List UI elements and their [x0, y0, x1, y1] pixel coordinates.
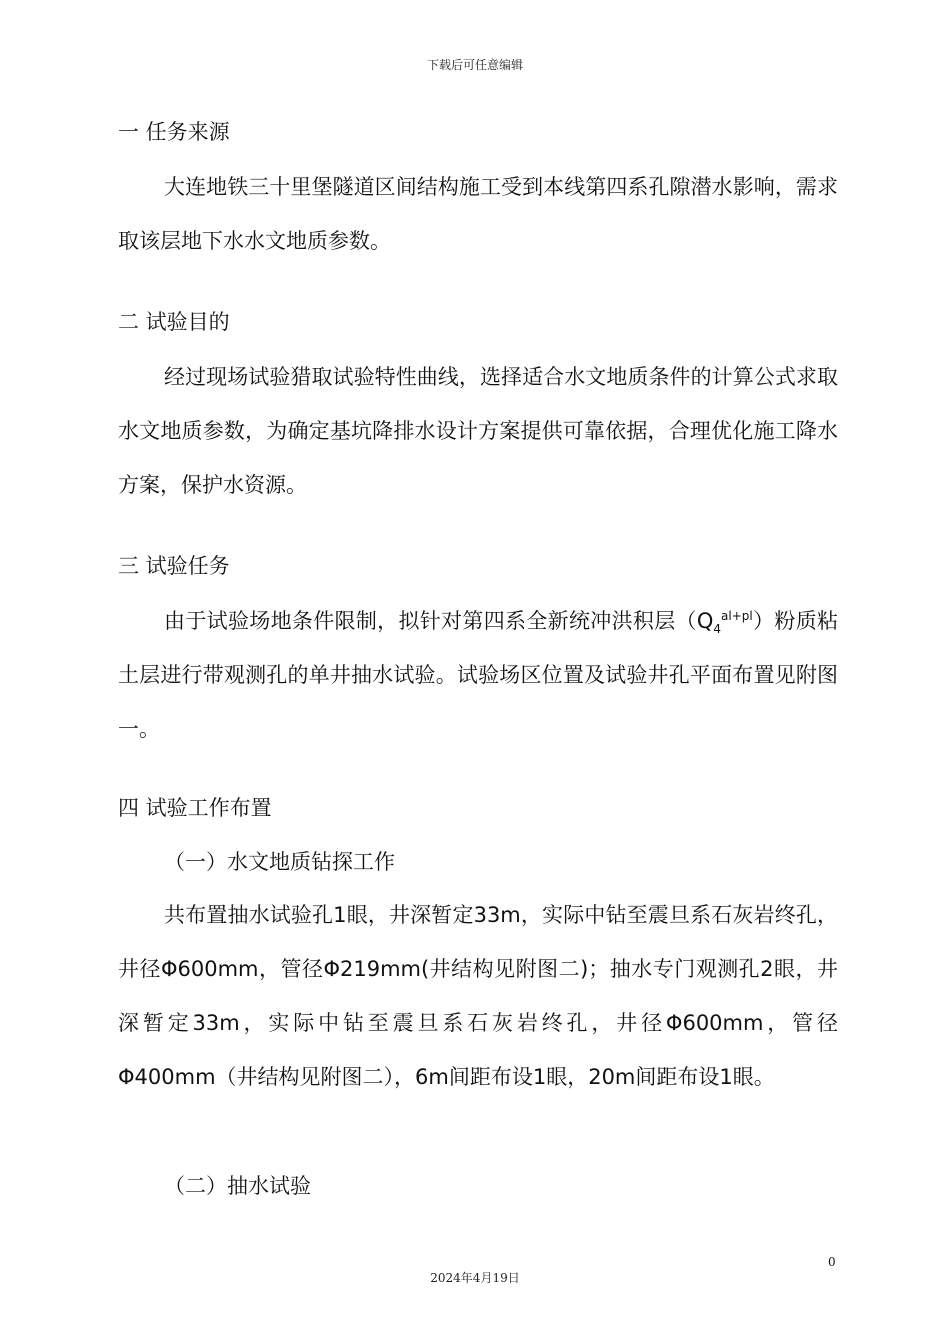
section-paragraph-source: 大连地铁三十里堡隧道区间结构施工受到本线第四系孔隙潜水影响，需求取该层地下水水文地质参数。: [118, 175, 838, 253]
page-number: 0: [828, 1255, 836, 1269]
page-header: 下载后可任意编辑: [426, 58, 523, 72]
section-heading-layout: 四 试验工作布置: [118, 796, 272, 820]
formula-subscript: 4: [713, 622, 722, 637]
section-heading-purpose: 二 试验目的: [118, 310, 230, 334]
section-heading-task: 三 试验任务: [118, 554, 230, 578]
task-text-before: 由于试验场地条件限制，拟针对第四系全新统冲洪积层（Q: [164, 609, 714, 633]
subheading-drilling: （一）水文地质钻探工作: [164, 850, 395, 874]
section-heading-source: 一 任务来源: [118, 120, 230, 144]
page-footer-date: 2024年4月19日: [430, 1271, 520, 1285]
section-paragraph-drilling: 共布置抽水试验孔1眼，井深暂定33m，实际中钻至震旦系石灰岩终孔，井径Φ600mm，管径Φ219mm(井结构见附图二)；抽水专门观测孔2眼，井深暂定33m，实际中钻至震旦系石灰岩终孔，井径Φ600mm，管径Φ400mm（井结构见附图二），6m间距布设1眼，20m间距布设1眼。: [118, 903, 838, 1089]
task-text-after: ）粉质粘土层进行带观测孔的单井抽水试验。试验场区位置及试验井孔平面布置见附图一。: [118, 609, 839, 741]
subheading-pumping-test: （二）抽水试验: [164, 1174, 311, 1198]
section-paragraph-task: [118, 594, 838, 756]
section-paragraph-purpose: 经过现场试验猎取试验特性曲线，选择适合水文地质条件的计算公式求取水文地质参数，为确定基坑降排水设计方案提供可靠依据，合理优化施工降水方案，保护水资源。: [118, 365, 838, 497]
formula-superscript: al+pl: [721, 609, 753, 623]
